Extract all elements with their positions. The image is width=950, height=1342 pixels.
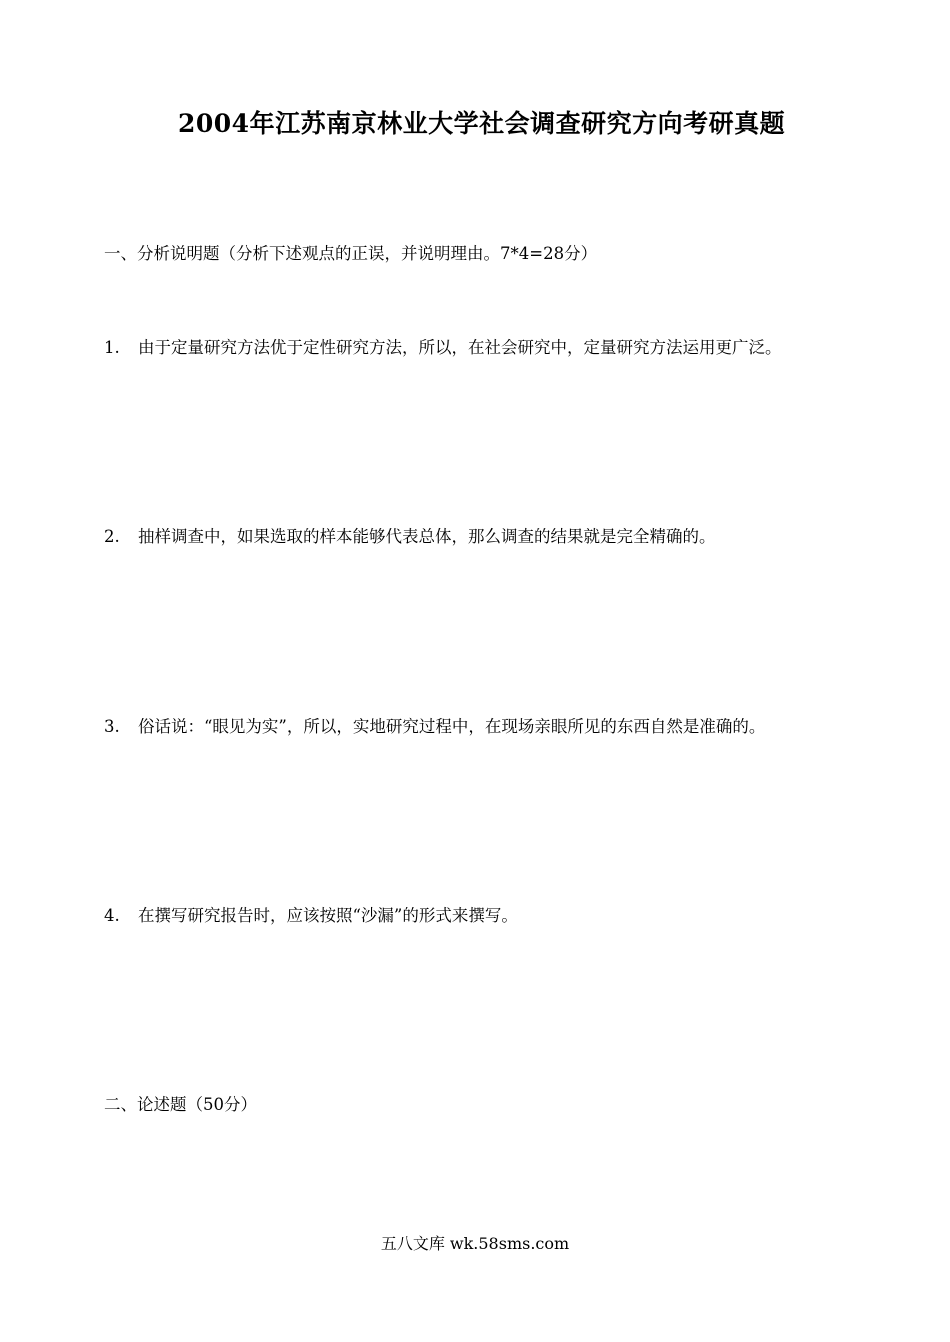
question-text: 在撰写研究报告时，应该按照“沙漏”的形式来撰写。 [138, 906, 518, 925]
document-title: 2004年江苏南京林业大学社会调查研究方向考研真题 [178, 109, 786, 138]
question-number: 1. [104, 338, 120, 357]
question-number: 2. [104, 527, 120, 546]
question-number: 3. [104, 717, 120, 736]
question-text: 抽样调查中，如果选取的样本能够代表总体，那么调查的结果就是完全精确的。 [138, 527, 716, 546]
question-2 [104, 523, 716, 547]
section-2-heading: 二、论述题（50分） [104, 1095, 257, 1114]
question-text: 由于定量研究方法优于定性研究方法，所以，在社会研究中，定量研究方法运用更广泛。 [138, 338, 782, 357]
question-3 [104, 713, 765, 737]
question-1 [104, 334, 782, 358]
section-1-heading: 一、分析说明题（分析下述观点的正误，并说明理由。7*4=28分） [104, 244, 598, 263]
question-number: 4. [104, 906, 120, 925]
footer-watermark: 五八文库 wk.58sms.com [380, 1234, 570, 1253]
question-text: 俗话说：“眼见为实”，所以，实地研究过程中，在现场亲眼所见的东西自然是准确的。 [138, 717, 766, 736]
question-4 [104, 902, 518, 926]
